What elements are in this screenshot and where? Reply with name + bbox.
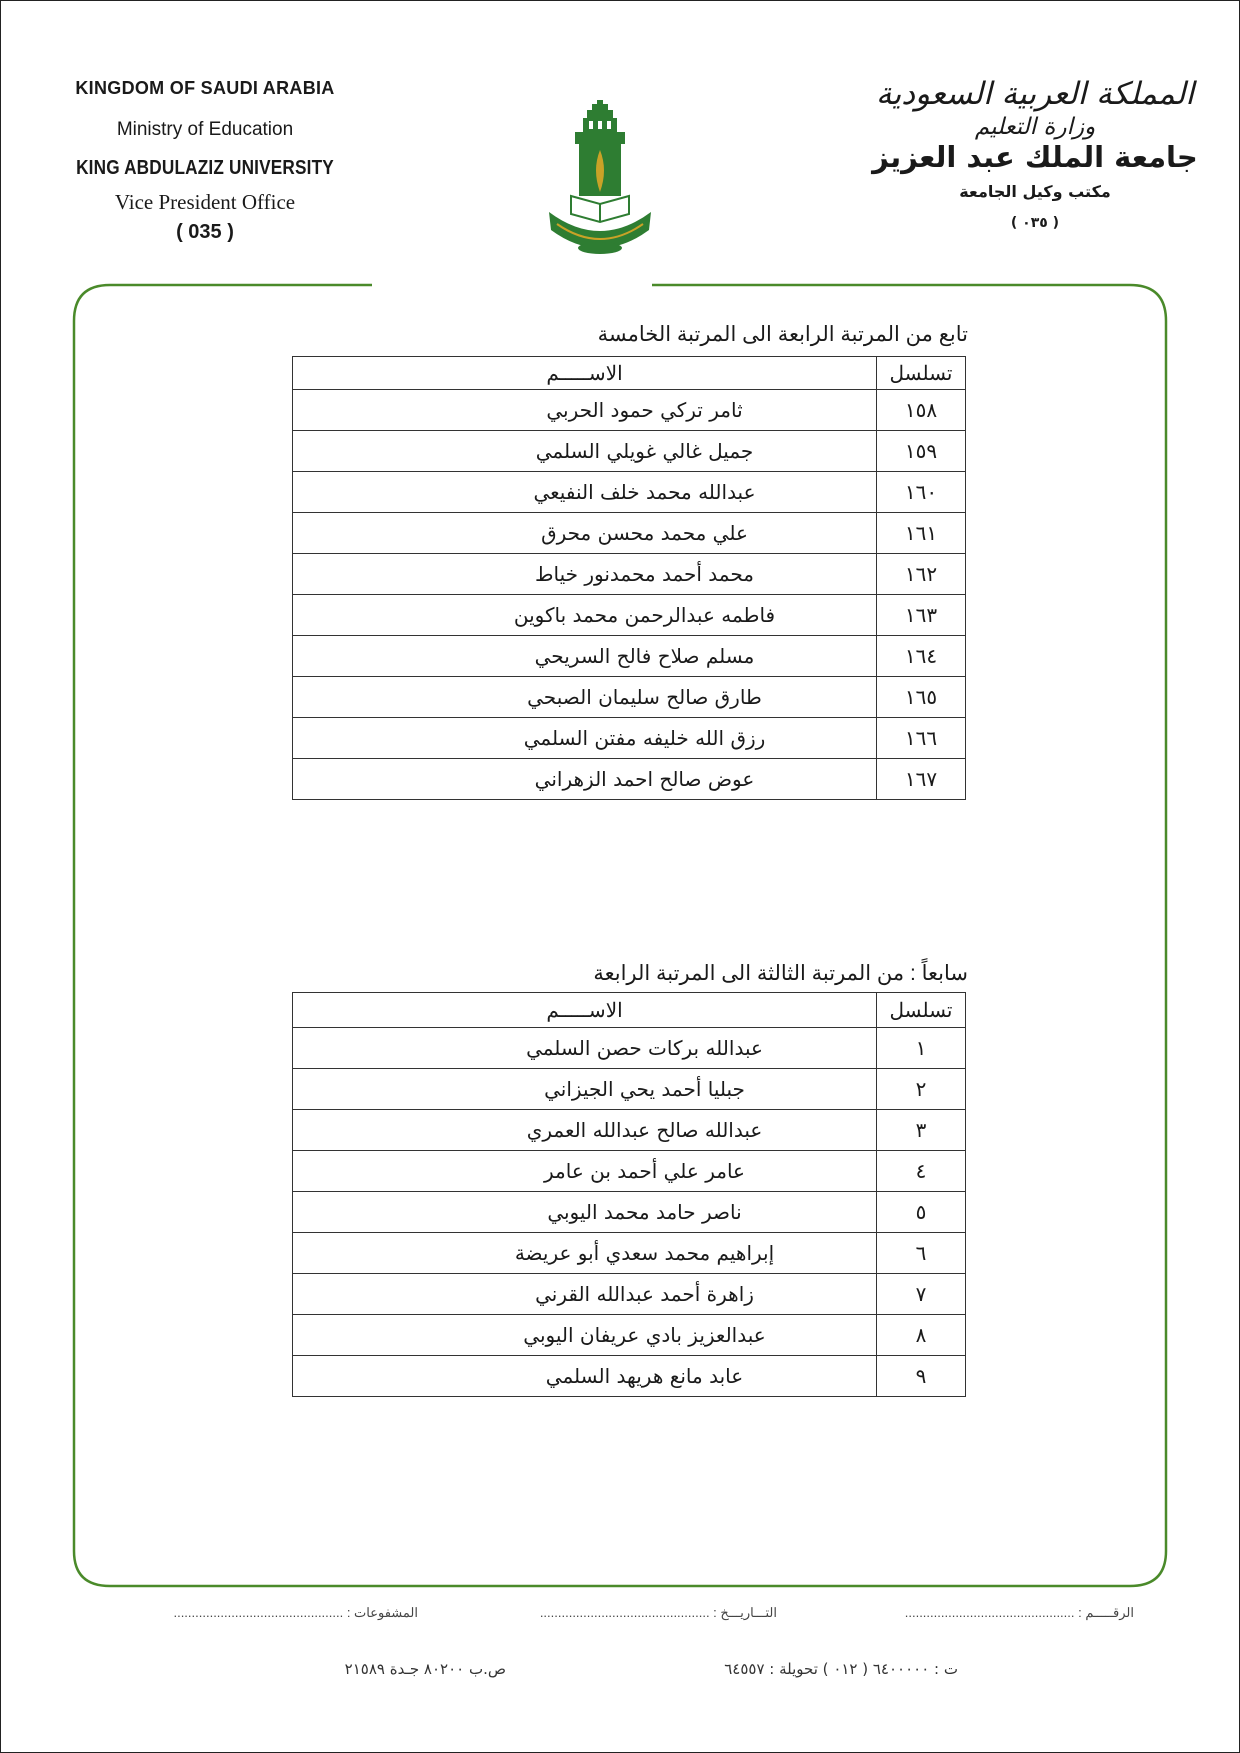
header-english: [40, 78, 370, 244]
person-name: عبدالله محمد خلف النفيعي: [293, 472, 877, 513]
table-header-row: [293, 993, 966, 1028]
phone-contact: ت : ٦٤٠٠٠٠٠ ( ٠١٢ ) تحويلة : ٦٤٥٥٧: [724, 1660, 958, 1678]
table-row: [293, 595, 966, 636]
person-name: عبدالله بركات حصن السلمي: [293, 1028, 877, 1069]
person-name: إبراهيم محمد سعدي أبو عريضة: [293, 1233, 877, 1274]
office-name-ar: مكتب وكيل الجامعة: [959, 182, 1111, 201]
table-row: [293, 554, 966, 595]
sequence-number: ١٦٤: [877, 636, 966, 677]
table-row: [293, 636, 966, 677]
office-code-en: ( 035 ): [176, 221, 234, 243]
attachments-field: المشفوعات : ...............................................: [173, 1605, 418, 1620]
ministry-name-ar: وزارة التعليم: [974, 114, 1096, 140]
column-header-name: الاســـــم: [293, 993, 877, 1028]
table-row: [293, 1192, 966, 1233]
reference-number-field: الرقـــــم : ...............................................: [904, 1605, 1134, 1620]
person-name: محمد أحمد محمدنور خياط: [293, 554, 877, 595]
sequence-number: ١٦٦: [877, 718, 966, 759]
person-name: عوض صالح احمد الزهراني: [293, 759, 877, 800]
table-row: [293, 1151, 966, 1192]
sequence-number: ٧: [877, 1274, 966, 1315]
table-row: [293, 718, 966, 759]
table-row: [293, 1069, 966, 1110]
table-row: [293, 1274, 966, 1315]
table-row: [293, 1028, 966, 1069]
sequence-number: ٦: [877, 1233, 966, 1274]
column-header-seq: تسلسل: [877, 993, 966, 1028]
sequence-number: ١٦٠: [877, 472, 966, 513]
table-row: [293, 759, 966, 800]
sequence-number: ١٦٧: [877, 759, 966, 800]
sequence-number: ١٦٥: [877, 677, 966, 718]
person-name: فاطمه عبدالرحمن محمد باكوين: [293, 595, 877, 636]
person-name: ناصر حامد محمد اليوبي: [293, 1192, 877, 1233]
names-table-1: [292, 356, 966, 800]
table-header-row: [293, 357, 966, 390]
sequence-number: ٨: [877, 1315, 966, 1356]
kingdom-title-ar: المملكة العربية السعودية: [875, 76, 1195, 112]
person-name: جميل غالي غويلي السلمي: [293, 431, 877, 472]
table-row: [293, 1315, 966, 1356]
table-row: [293, 390, 966, 431]
sequence-number: ٤: [877, 1151, 966, 1192]
names-table-2: [292, 992, 966, 1397]
table-row: [293, 1233, 966, 1274]
sequence-number: ٣: [877, 1110, 966, 1151]
person-name: جبليا أحمد يحي الجيزاني: [293, 1069, 877, 1110]
table-row: [293, 1356, 966, 1397]
office-code-ar: ( ٠٣٥ ): [1010, 215, 1060, 231]
person-name: زاهرة أحمد عبدالله القرني: [293, 1274, 877, 1315]
table-row: [293, 677, 966, 718]
university-logo-icon: [545, 100, 655, 260]
sequence-number: ٢: [877, 1069, 966, 1110]
sequence-number: ١٦٢: [877, 554, 966, 595]
kingdom-title-en: KINGDOM OF SAUDI ARABIA: [75, 78, 335, 98]
header-arabic: [870, 76, 1200, 231]
sequence-number: ٩: [877, 1356, 966, 1397]
sequence-number: ١٦٣: [877, 595, 966, 636]
ministry-name-en: Ministry of Education: [116, 119, 294, 140]
person-name: عبدالله صالح عبدالله العمري: [293, 1110, 877, 1151]
table-row: [293, 1110, 966, 1151]
person-name: علي محمد محسن محرق: [293, 513, 877, 554]
table-row: [293, 513, 966, 554]
po-box-address: ص.ب ٨٠٢٠٠ جـدة ٢١٥٨٩: [344, 1660, 506, 1678]
column-header-name: الاســـــم: [293, 357, 877, 390]
sequence-number: ١: [877, 1028, 966, 1069]
person-name: عامر علي أحمد بن عامر: [293, 1151, 877, 1192]
date-field: التـــاريـــخ : ...............................................: [539, 1605, 777, 1620]
section-title-2: سابعاً : من المرتبة الثالثة الى المرتبة الرابعة: [593, 962, 968, 985]
person-name: عبدالعزيز بادي عريفان اليوبي: [293, 1315, 877, 1356]
person-name: مسلم صلاح فالح السريحي: [293, 636, 877, 677]
university-name-ar: جامعة الملك عبد العزيز: [872, 140, 1198, 174]
person-name: عابد مانع هريهد السلمي: [293, 1356, 877, 1397]
person-name: ثامر تركي حمود الحربي: [293, 390, 877, 431]
table-row: [293, 431, 966, 472]
section-title-1: تابع من المرتبة الرابعة الى المرتبة الخامسة: [597, 323, 968, 346]
sequence-number: ٥: [877, 1192, 966, 1233]
column-header-seq: تسلسل: [877, 357, 966, 390]
sequence-number: ١٦١: [877, 513, 966, 554]
person-name: رزق الله خليفه مفتن السلمي: [293, 718, 877, 759]
sequence-number: ١٥٩: [877, 431, 966, 472]
sequence-number: ١٥٨: [877, 390, 966, 431]
university-name-en: KING ABDULAZIZ UNIVERSITY: [76, 157, 334, 179]
table-row: [293, 472, 966, 513]
office-name-en: Vice President Office: [114, 190, 296, 214]
person-name: طارق صالح سليمان الصبحي: [293, 677, 877, 718]
